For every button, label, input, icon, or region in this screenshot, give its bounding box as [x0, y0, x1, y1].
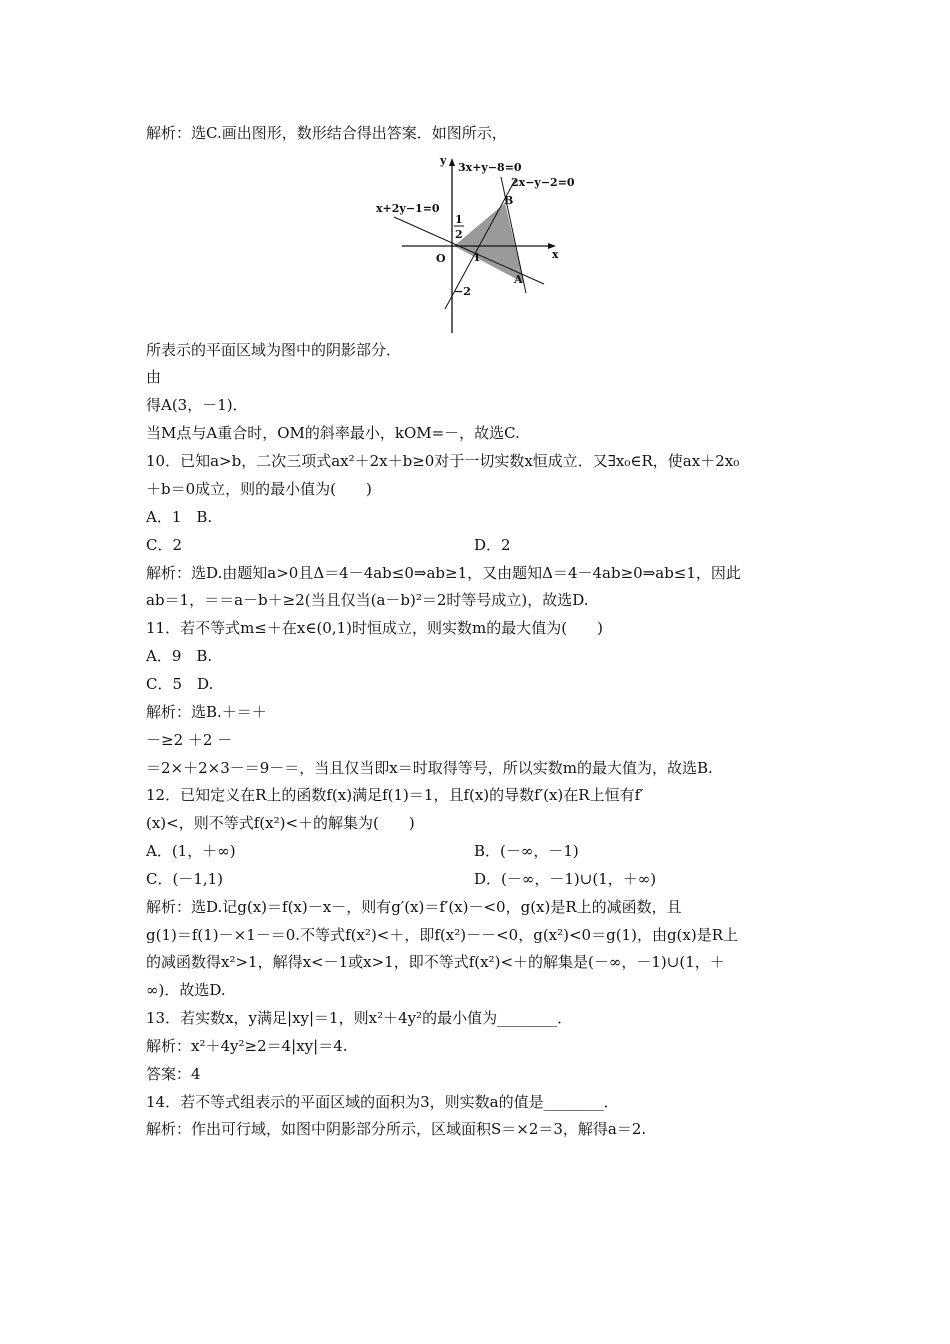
solution-line: 解析：选D.记g(x)＝f(x)－x－，则有g′(x)＝f′(x)－<0，g(x)是R上的减函数，且	[146, 898, 682, 916]
solution-line: ∞)．故选D.	[146, 981, 226, 999]
question-10-line: ＋b＝0成立，则的最小值为( )	[146, 480, 372, 498]
solution-line: －≥2 ＋2 －	[146, 731, 233, 749]
option-a: A．(1，＋∞)	[146, 842, 236, 860]
question-13-line: 13．若实数x，y满足|xy|＝1，则x²＋4y²的最小值为________．	[146, 1009, 573, 1027]
option-line: C．5 D.	[146, 675, 214, 693]
option-line: A．1 B.	[146, 508, 213, 526]
solution-line: g(1)＝f(1)－×1－＝0.不等式f(x²)<＋，即f(x²)－－<0，g(x²)<0＝g(1)，由g(x)是R上	[146, 926, 739, 944]
question-12-line: (x)<，则不等式f(x²)<＋的解集为( )	[146, 814, 415, 832]
answer-line: 答案：4	[146, 1065, 201, 1083]
point-a-label: A	[514, 273, 523, 286]
label-3x-plus-y: 3x+y−8=0	[458, 161, 522, 174]
solution-line: ＝2×＋2×3－＝9－＝，当且仅当即x＝时取得等号，所以实数m的最大值为，故选B.	[146, 759, 713, 777]
solution-line: 的减函数得x²>1，解得x<－1或x>1，即不等式f(x²)<＋的解集是(－∞，－1)∪(1，＋	[146, 953, 725, 971]
x-axis-label: x	[552, 248, 559, 261]
solution-line: 解析：选D.由题知a>0且Δ＝4－4ab≤0⇒ab≥1，又由题知Δ＝4－4ab≥0⇒ab≤1，因此	[146, 564, 741, 582]
feasible-region-figure	[370, 150, 590, 335]
solution-line: ab＝1，＝＝a－b＋≥2(当且仅当(a－b)²＝2时等号成立)，故选D.	[146, 591, 589, 609]
label-2x-minus-y: 2x−y−2=0	[511, 176, 575, 189]
solution-line: 所表示的平面区域为图中的阴影部分．	[146, 341, 402, 359]
option-d: D．2	[474, 536, 511, 554]
solution-line: 解析：选C.画出图形，数形结合得出答案．如图所示，	[146, 124, 507, 142]
solution-line: 解析：选B.＋＝＋	[146, 703, 267, 721]
option-c: C．(－1,1)	[146, 870, 224, 888]
tick-half-denominator: 2	[455, 228, 463, 241]
question-10-line: 10．已知a>b，二次三项式ax²＋2x＋b≥0对于一切实数x恒成立．又∃x₀∈R，使ax＋2x₀	[146, 452, 740, 470]
option-line: C．2	[146, 536, 183, 554]
x-one-label: 1	[473, 251, 481, 264]
tick-half-numerator: 1	[455, 213, 463, 226]
origin-label: O	[436, 252, 446, 265]
question-11-line: 11．若不等式m≤＋在x∈(0,1)时恒成立，则实数m的最大值为( )	[146, 619, 603, 637]
solution-line: 由	[146, 368, 162, 386]
option-b: B．(－∞，－1)	[474, 842, 579, 860]
solution-line: 得A(3，－1)．	[146, 396, 248, 414]
y-axis-label: y	[440, 154, 447, 167]
solution-line: 解析：x²＋4y²≥2＝4|xy|＝4.	[146, 1037, 348, 1055]
y-axis-arrow	[449, 158, 455, 166]
option-line: A．9 B.	[146, 647, 213, 665]
option-d: D．(－∞，－1)∪(1，＋∞)	[474, 870, 657, 888]
tick-minus-two: −2	[454, 285, 471, 298]
solution-line: 当M点与A重合时，OM的斜率最小，kOM=－，故选C.	[146, 424, 520, 442]
solution-line: 解析：作出可行域，如图中阴影部分所示，区域面积S＝×2＝3，解得a＝2.	[146, 1120, 647, 1138]
question-14-line: 14．若不等式组表示的平面区域的面积为3，则实数a的值是________．	[146, 1093, 619, 1111]
point-b-label: B	[504, 194, 514, 207]
question-12-line: 12．已知定义在R上的函数f(x)满足f(1)＝1，且f(x)的导数f′(x)在R上恒有f′	[146, 786, 644, 804]
label-x-plus-2y: x+2y−1=0	[376, 202, 440, 215]
shaded-region	[454, 203, 524, 283]
